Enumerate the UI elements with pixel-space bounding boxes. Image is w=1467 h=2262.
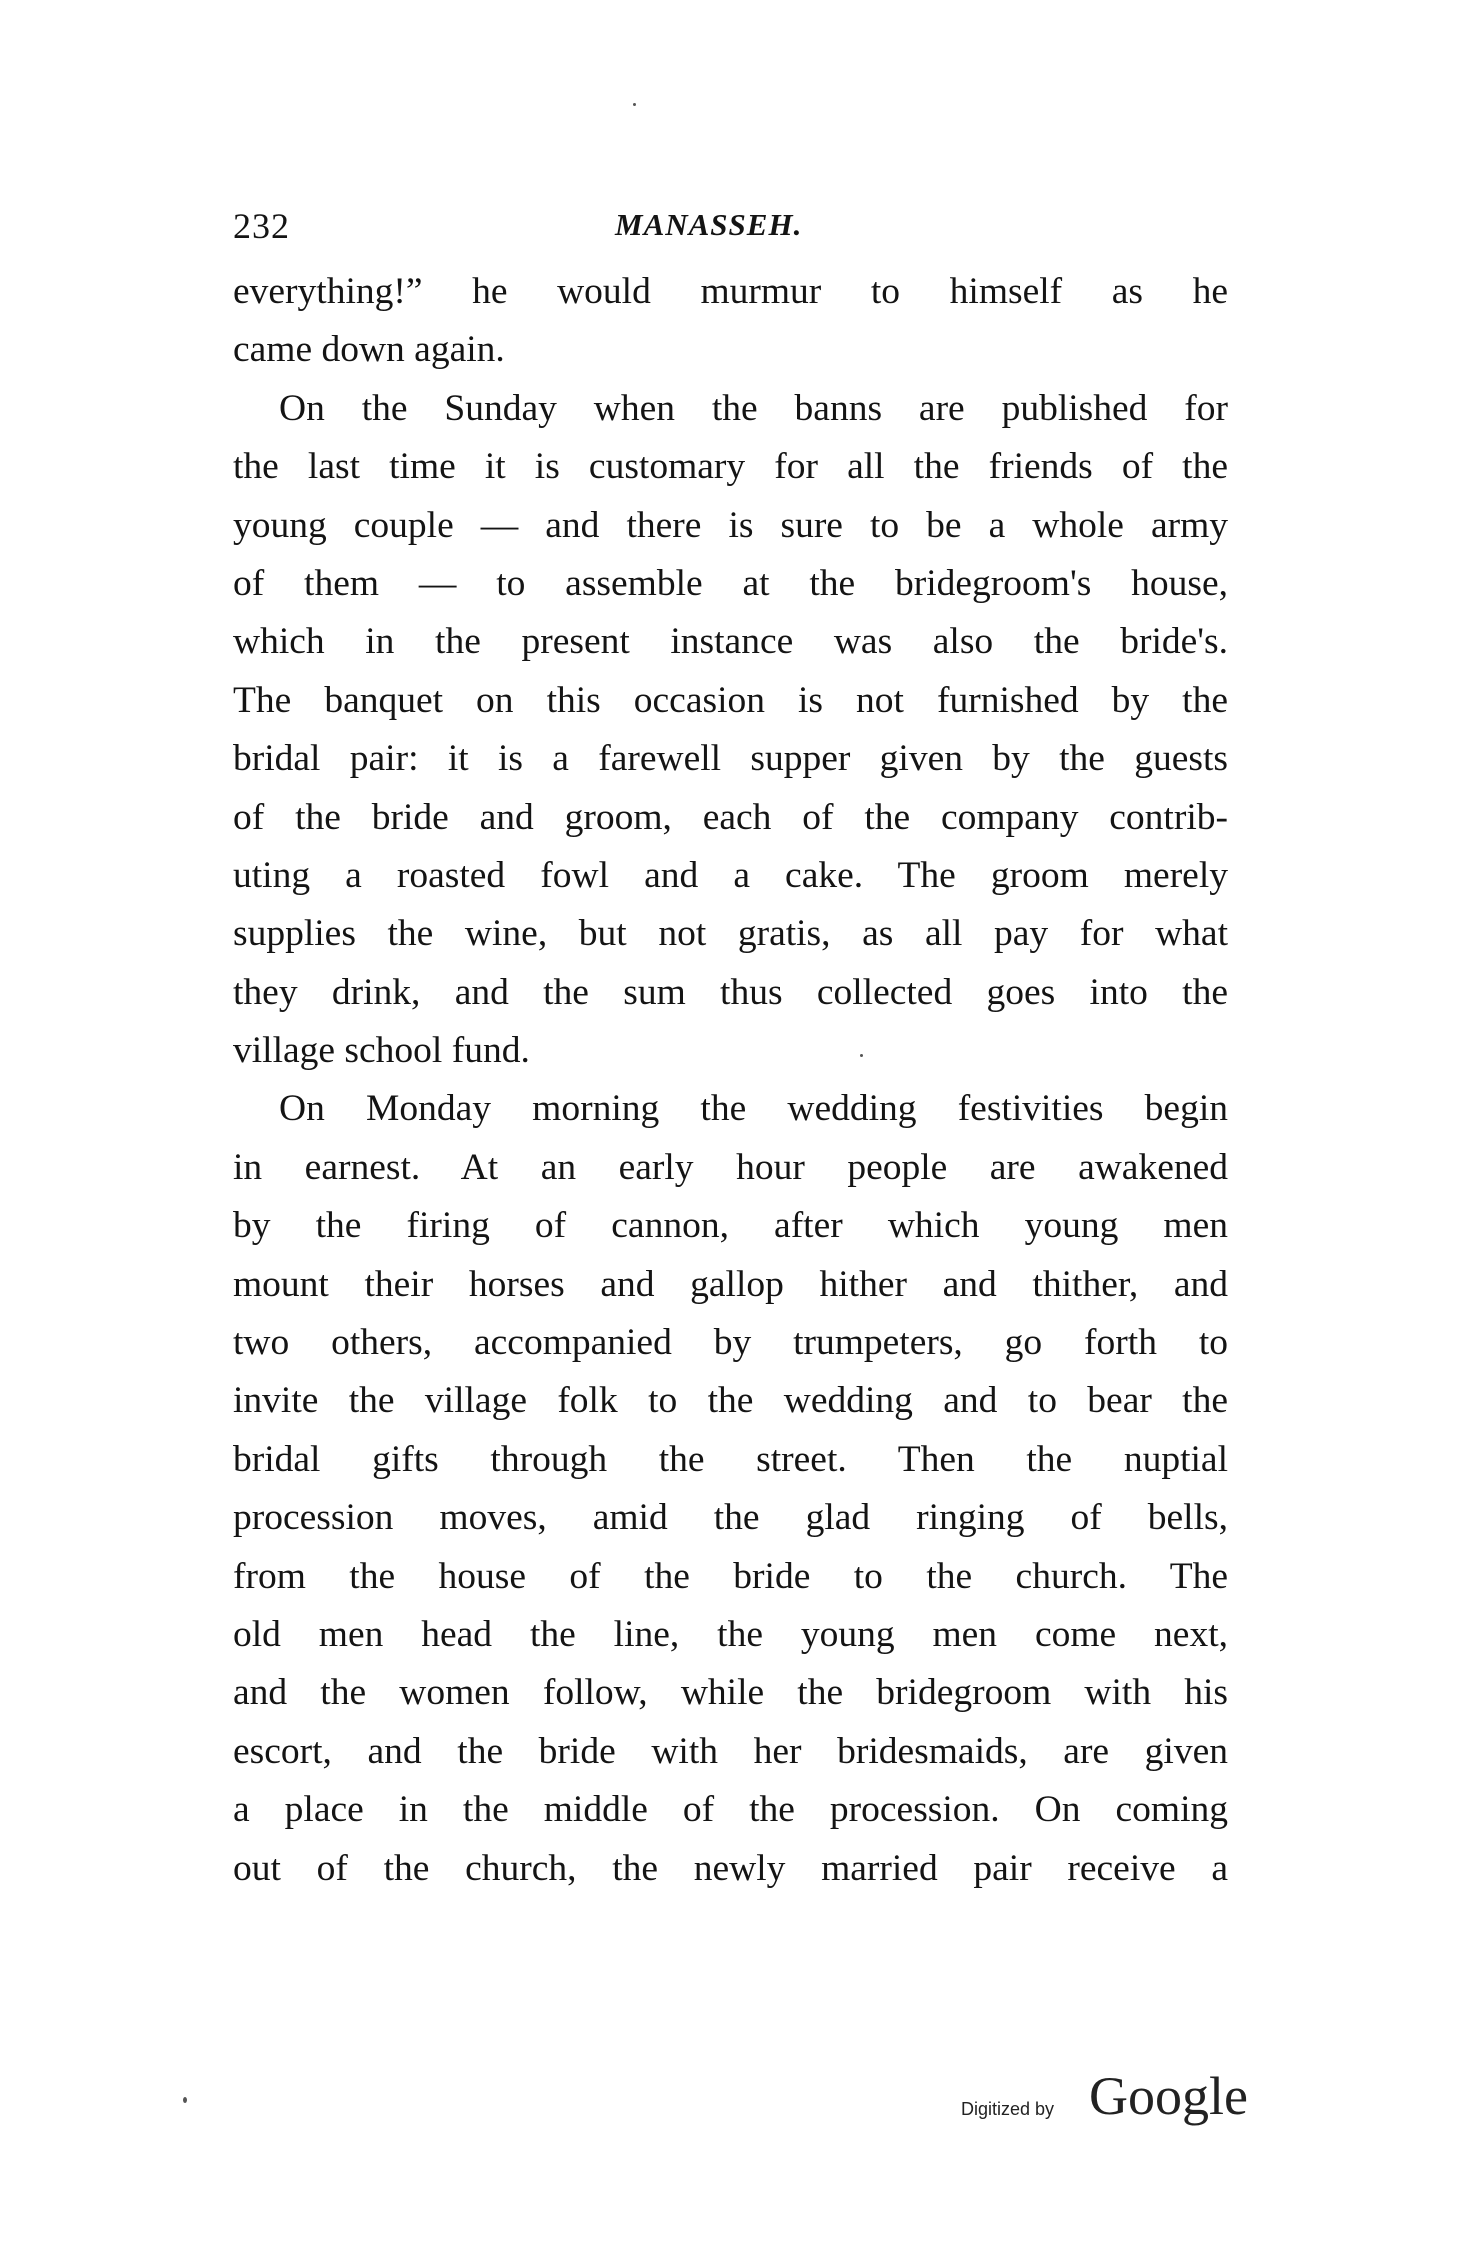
text-line: On the Sunday when the banns are published for xyxy=(279,387,1228,429)
text-line: by the firing of cannon, after which young men xyxy=(233,1205,1228,1247)
text-line: supplies the wine, but not gratis, as all pay for what xyxy=(233,913,1228,955)
text-line: of them — to assemble at the bridegroom's house, xyxy=(233,562,1228,604)
text-line: mount their horses and gallop hither and thither, and xyxy=(233,1263,1228,1305)
google-wordmark: Google xyxy=(1089,2066,1248,2126)
text-line: a place in the middle of the procession. On coming xyxy=(233,1789,1228,1831)
text-line: which in the present instance was also the bride's. xyxy=(233,621,1228,663)
running-title: MANASSEH. xyxy=(615,207,803,242)
text-line: came down again. xyxy=(233,329,505,371)
text-line: uting a roasted fowl and a cake. The groom merely xyxy=(233,854,1228,896)
running-head xyxy=(233,205,1233,255)
text-line: bridal gifts through the street. Then the nuptial xyxy=(233,1438,1228,1480)
text-line: two others, accompanied by trumpeters, go forth to xyxy=(233,1322,1228,1364)
page-number: 232 xyxy=(233,206,290,246)
text-line: escort, and the bride with her bridesmaids, are given xyxy=(233,1730,1228,1772)
scan-speck xyxy=(183,2097,187,2103)
body-text xyxy=(233,263,1228,1898)
text-line: old men head the line, the young men come next, xyxy=(233,1613,1228,1655)
scan-speck xyxy=(633,103,636,106)
text-line: and the women follow, while the bridegroom with his xyxy=(233,1672,1228,1714)
text-line: of the bride and groom, each of the company contrib- xyxy=(233,796,1228,838)
text-line: out of the church, the newly married pair receive a xyxy=(233,1847,1228,1889)
text-line: in earnest. At an early hour people are awakened xyxy=(233,1146,1228,1188)
text-line: invite the village folk to the wedding and to bear the xyxy=(233,1380,1228,1422)
text-line: The banquet on this occasion is not furnished by the xyxy=(233,679,1228,721)
scan-speck xyxy=(860,1054,863,1057)
text-line: On Monday morning the wedding festivities begin xyxy=(279,1088,1228,1130)
text-line: young couple — and there is sure to be a whole army xyxy=(233,504,1228,546)
text-line: village school fund. xyxy=(233,1030,530,1072)
text-line: the last time it is customary for all the friends of the xyxy=(233,446,1228,488)
text-line: everything!” he would murmur to himself as he xyxy=(233,271,1228,312)
watermark-prefix: Digitized by xyxy=(961,2099,1055,2119)
text-line: from the house of the bride to the church. The xyxy=(233,1555,1228,1597)
text-line: procession moves, amid the glad ringing of bells, xyxy=(233,1497,1228,1539)
text-line: they drink, and the sum thus collected goes into the xyxy=(233,971,1228,1013)
digitized-by-google-watermark xyxy=(961,2065,1261,2135)
text-line: bridal pair: it is a farewell supper given by the guests xyxy=(233,738,1228,780)
